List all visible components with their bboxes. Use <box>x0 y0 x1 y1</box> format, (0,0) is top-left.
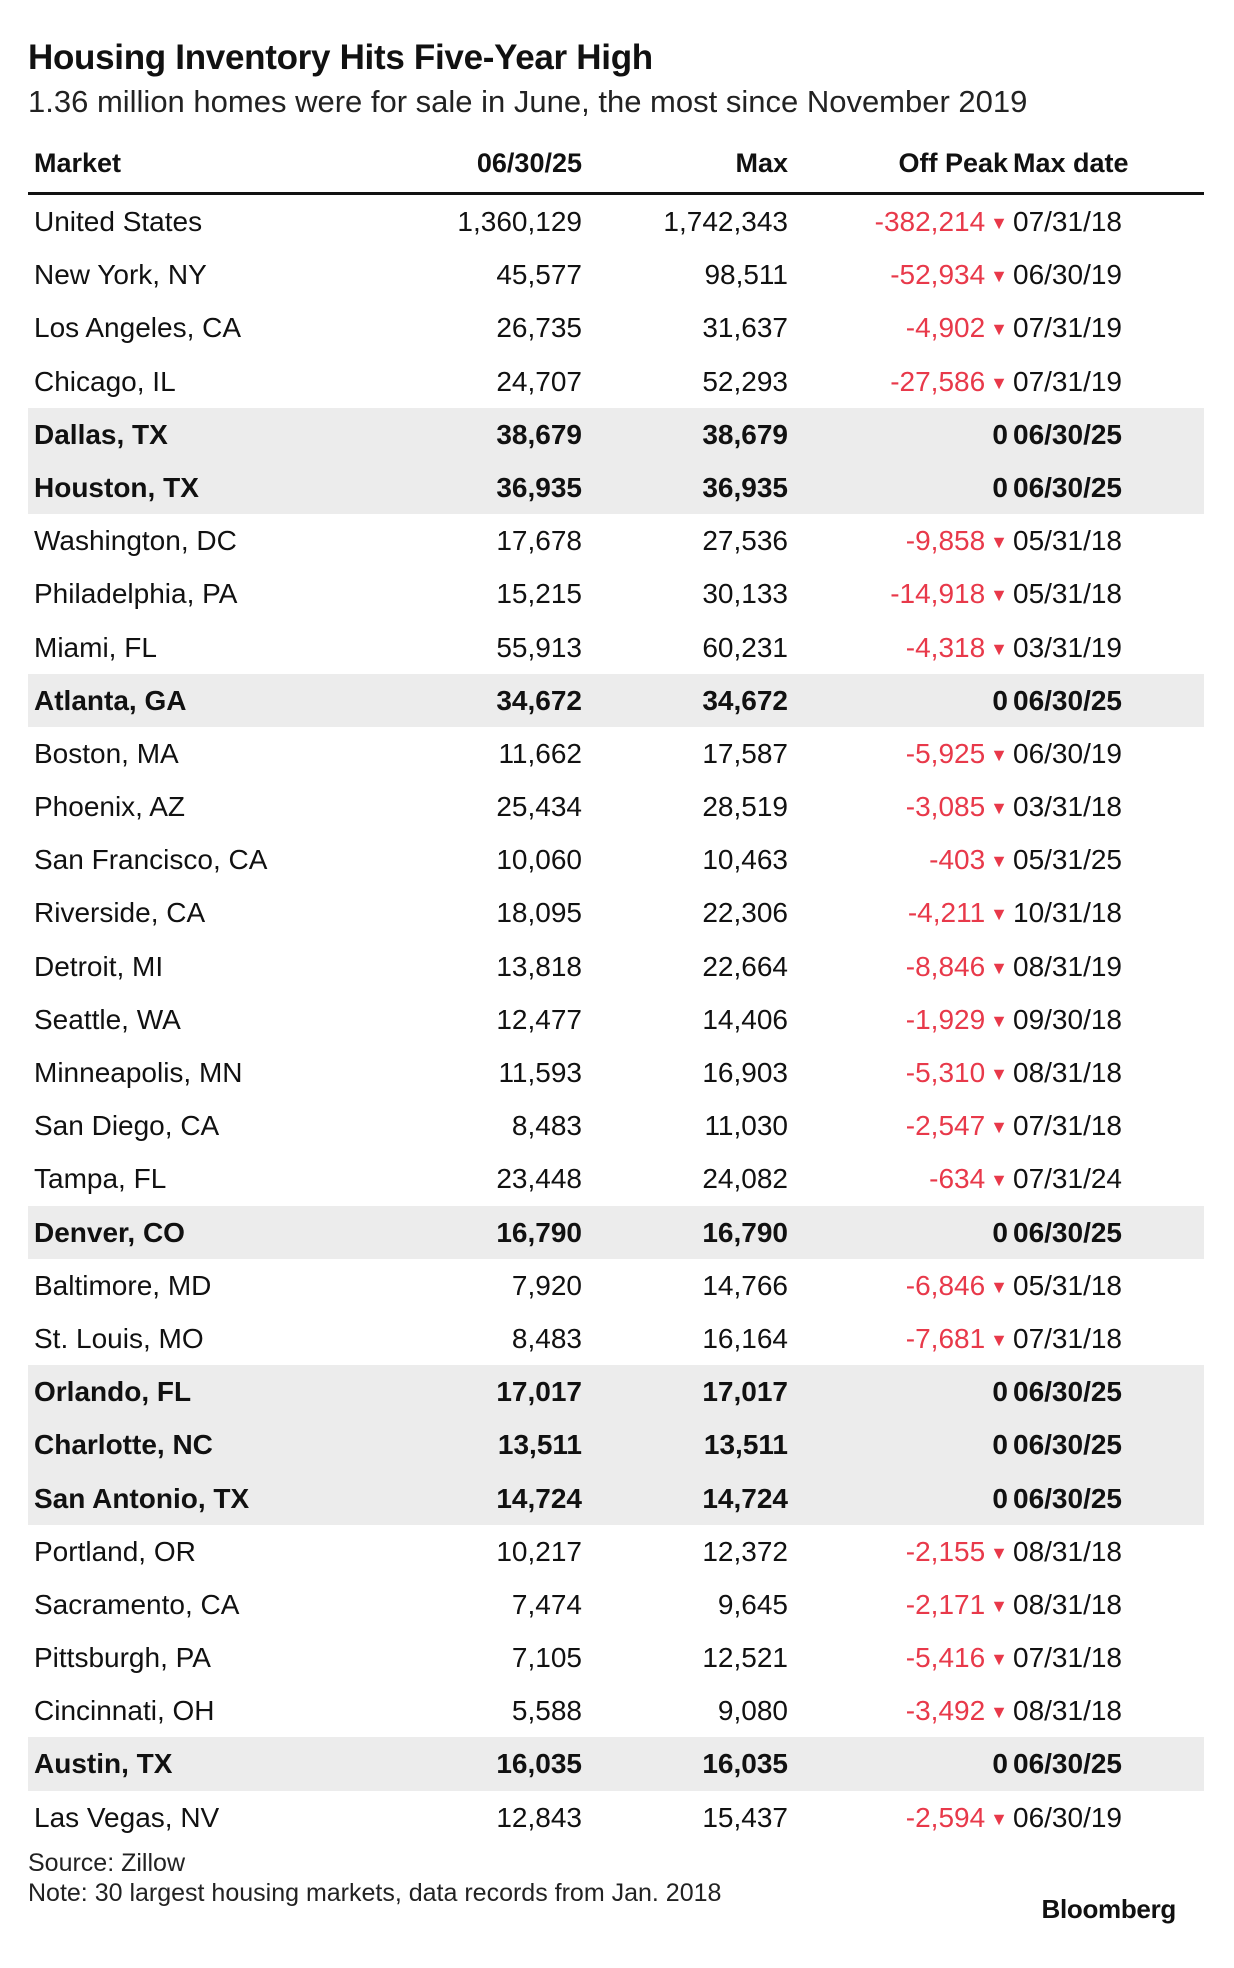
off-peak-value: 0 <box>992 471 1008 503</box>
off-peak-value: 0 <box>992 1376 1008 1408</box>
max-date-cell: 08/31/18 <box>1013 1535 1122 1567</box>
market-cell: St. Louis, MO <box>34 1322 204 1354</box>
max-date-cell: 06/30/25 <box>1013 418 1122 450</box>
max-date-cell: 07/31/19 <box>1013 365 1122 397</box>
max-date-cell: 06/30/25 <box>1013 471 1122 503</box>
table-row <box>28 567 1204 620</box>
table-row <box>28 248 1204 301</box>
max-date-cell: 05/31/18 <box>1013 525 1122 557</box>
max-value-cell: 15,437 <box>702 1801 788 1833</box>
off-peak-cell <box>906 301 1008 358</box>
max-value-cell: 16,035 <box>702 1748 788 1780</box>
market-cell: Charlotte, NC <box>34 1429 213 1461</box>
current-value-cell: 8,483 <box>511 1322 582 1354</box>
max-value-cell: 98,511 <box>704 259 788 291</box>
max-date-cell: 06/30/25 <box>1013 1429 1122 1461</box>
max-value-cell: 1,742,343 <box>663 206 788 237</box>
max-date-cell: 05/31/18 <box>1013 578 1122 610</box>
max-value-cell: 14,406 <box>702 1003 788 1035</box>
header-current: 06/30/25 <box>476 148 582 178</box>
max-value-cell: 16,903 <box>702 1057 788 1088</box>
max-date-cell: 08/31/18 <box>1013 1588 1122 1620</box>
max-date-cell: 05/31/18 <box>1013 1269 1122 1301</box>
down-triangle-icon: ▼ <box>990 904 1008 925</box>
table-row <box>28 195 1204 248</box>
current-value-cell: 26,735 <box>496 312 582 344</box>
down-triangle-icon: ▼ <box>990 372 1008 393</box>
off-peak-cell <box>906 780 1008 837</box>
down-triangle-icon: ▼ <box>990 798 1008 819</box>
off-peak-cell <box>992 1206 1008 1259</box>
table-row <box>28 621 1204 674</box>
current-value-cell: 10,060 <box>496 844 582 876</box>
max-date-cell: 06/30/19 <box>1013 1801 1122 1833</box>
max-value-cell: 28,519 <box>702 791 788 823</box>
off-peak-value: -14,918 <box>890 578 986 610</box>
max-date-cell: 08/31/18 <box>1013 1057 1122 1088</box>
down-triangle-icon: ▼ <box>990 532 1008 553</box>
max-value-cell: 34,672 <box>702 684 788 716</box>
current-value-cell: 38,679 <box>496 418 582 450</box>
max-value-cell: 27,536 <box>702 525 788 557</box>
max-date-cell: 09/30/18 <box>1013 1003 1122 1035</box>
data-note: Note: 30 largest housing markets, data records from Jan. 2018 <box>28 1879 722 1907</box>
table-row <box>28 1737 1204 1790</box>
market-cell: Pittsburgh, PA <box>34 1642 211 1674</box>
current-value-cell: 12,477 <box>496 1003 582 1035</box>
header-max: Max <box>735 148 788 178</box>
max-date-cell: 07/31/18 <box>1013 1642 1122 1674</box>
current-value-cell: 24,707 <box>496 365 582 397</box>
off-peak-value: -6,846 <box>905 1269 986 1301</box>
current-value-cell: 25,434 <box>496 791 582 823</box>
market-cell: Boston, MA <box>34 737 179 769</box>
table-row <box>28 1525 1204 1578</box>
current-value-cell: 1,360,129 <box>457 206 582 237</box>
off-peak-cell <box>906 1578 1008 1635</box>
table-row <box>28 833 1204 886</box>
off-peak-value: 0 <box>992 1748 1008 1780</box>
off-peak-cell <box>906 1046 1008 1103</box>
table-row <box>28 780 1204 833</box>
off-peak-cell <box>906 940 1008 997</box>
down-triangle-icon: ▼ <box>990 638 1008 659</box>
off-peak-value: -3,492 <box>905 1695 986 1727</box>
down-triangle-icon: ▼ <box>990 851 1008 872</box>
market-cell: San Antonio, TX <box>34 1482 250 1514</box>
max-date-cell: 07/31/19 <box>1013 312 1122 344</box>
max-date-cell: 06/30/25 <box>1013 1482 1122 1514</box>
current-value-cell: 11,593 <box>498 1057 582 1088</box>
off-peak-cell <box>906 1312 1008 1369</box>
max-value-cell: 22,306 <box>702 897 788 929</box>
off-peak-value: 0 <box>992 418 1008 450</box>
current-value-cell: 11,662 <box>498 737 582 769</box>
table-row <box>28 408 1204 461</box>
current-value-cell: 34,672 <box>496 684 582 716</box>
off-peak-value: -27,586 <box>890 365 986 397</box>
table-row <box>28 1046 1204 1099</box>
market-cell: Las Vegas, NV <box>34 1801 220 1833</box>
market-cell: Detroit, MI <box>34 950 164 982</box>
chart-title: Housing Inventory Hits Five-Year High <box>28 38 653 77</box>
off-peak-cell <box>992 1737 1008 1790</box>
max-date-cell: 06/30/25 <box>1013 684 1122 716</box>
off-peak-cell <box>906 1631 1008 1688</box>
market-cell: Portland, OR <box>34 1535 196 1567</box>
bloomberg-logo: Bloomberg <box>1041 1894 1176 1924</box>
max-value-cell: 12,372 <box>702 1535 788 1567</box>
market-cell: Orlando, FL <box>34 1376 192 1408</box>
off-peak-cell <box>906 1791 1008 1848</box>
current-value-cell: 23,448 <box>496 1163 582 1195</box>
current-value-cell: 18,095 <box>496 897 582 929</box>
table-body <box>28 195 1204 1844</box>
market-cell: Seattle, WA <box>34 1003 181 1035</box>
max-value-cell: 11,030 <box>704 1110 788 1142</box>
chart-subtitle: 1.36 million homes were for sale in June, the most since November 2019 <box>28 84 1028 119</box>
header-market: Market <box>34 148 122 178</box>
market-cell: Baltimore, MD <box>34 1269 212 1301</box>
market-cell: Cincinnati, OH <box>34 1695 215 1727</box>
current-value-cell: 12,843 <box>496 1801 582 1833</box>
market-cell: Atlanta, GA <box>34 684 187 716</box>
off-peak-value: 0 <box>992 684 1008 716</box>
table-header-row <box>28 140 1204 195</box>
off-peak-value: 0 <box>992 1482 1008 1514</box>
table-row <box>28 1152 1204 1205</box>
max-date-cell: 06/30/19 <box>1013 259 1122 291</box>
off-peak-value: -3,085 <box>905 791 986 823</box>
header-off-peak: Off Peak <box>898 148 1008 178</box>
off-peak-cell <box>906 1684 1008 1741</box>
off-peak-value: -5,310 <box>905 1057 986 1088</box>
market-cell: Minneapolis, MN <box>34 1057 243 1088</box>
off-peak-cell <box>906 1099 1008 1156</box>
current-value-cell: 8,483 <box>511 1110 582 1142</box>
table-row <box>28 1684 1204 1737</box>
max-value-cell: 12,521 <box>702 1642 788 1674</box>
off-peak-cell <box>875 195 1008 252</box>
down-triangle-icon: ▼ <box>990 1542 1008 1563</box>
off-peak-value: -4,211 <box>907 897 986 929</box>
off-peak-cell <box>890 248 1008 305</box>
off-peak-value: -2,594 <box>905 1801 986 1833</box>
down-triangle-icon: ▼ <box>990 1649 1008 1670</box>
table-row <box>28 1631 1204 1684</box>
off-peak-cell <box>992 1365 1008 1418</box>
down-triangle-icon: ▼ <box>990 1170 1008 1191</box>
off-peak-cell <box>992 1418 1008 1471</box>
table-row <box>28 355 1204 408</box>
current-value-cell: 17,017 <box>496 1376 582 1408</box>
current-value-cell: 45,577 <box>496 259 582 291</box>
off-peak-value: -2,547 <box>905 1110 986 1142</box>
current-value-cell: 7,920 <box>511 1269 582 1301</box>
max-date-cell: 07/31/24 <box>1013 1163 1122 1195</box>
off-peak-cell <box>929 833 1008 890</box>
table-row <box>28 1418 1204 1471</box>
off-peak-cell <box>906 993 1008 1050</box>
table-row <box>28 1099 1204 1152</box>
market-cell: Philadelphia, PA <box>34 578 238 610</box>
table-row <box>28 301 1204 354</box>
off-peak-value: -403 <box>929 844 986 876</box>
off-peak-value: -7,681 <box>905 1322 986 1354</box>
market-cell: Los Angeles, CA <box>34 312 242 344</box>
off-peak-value: -2,171 <box>905 1588 986 1620</box>
market-cell: Dallas, TX <box>34 418 168 450</box>
max-value-cell: 17,017 <box>702 1376 788 1408</box>
current-value-cell: 17,678 <box>496 525 582 557</box>
down-triangle-icon: ▼ <box>990 1595 1008 1616</box>
current-value-cell: 36,935 <box>496 471 582 503</box>
down-triangle-icon: ▼ <box>990 1064 1008 1084</box>
off-peak-cell <box>890 567 1008 624</box>
off-peak-cell <box>992 461 1008 514</box>
off-peak-value: -634 <box>929 1163 986 1195</box>
max-value-cell: 38,679 <box>702 418 788 450</box>
table-row <box>28 1259 1204 1312</box>
off-peak-cell <box>906 1259 1008 1316</box>
max-value-cell: 14,766 <box>702 1269 788 1301</box>
down-triangle-icon: ▼ <box>990 957 1008 978</box>
off-peak-cell <box>992 1472 1008 1525</box>
max-date-cell: 06/30/25 <box>1013 1216 1122 1248</box>
max-date-cell: 08/31/19 <box>1013 950 1122 982</box>
max-date-cell: 07/31/18 <box>1013 1110 1122 1142</box>
off-peak-cell <box>890 355 1008 412</box>
max-value-cell: 13,511 <box>703 1429 788 1461</box>
max-date-cell: 06/30/25 <box>1013 1376 1122 1408</box>
off-peak-value: -5,416 <box>905 1642 986 1674</box>
table-row <box>28 514 1204 567</box>
down-triangle-icon: ▼ <box>990 585 1008 606</box>
table-row <box>28 940 1204 993</box>
down-triangle-icon: ▼ <box>990 1702 1008 1723</box>
market-cell: United States <box>34 206 203 237</box>
off-peak-value: -8,846 <box>905 950 986 982</box>
max-date-cell: 07/31/18 <box>1013 1322 1122 1354</box>
max-date-cell: 05/31/25 <box>1013 844 1122 876</box>
down-triangle-icon: ▼ <box>990 1329 1008 1350</box>
max-date-cell: 06/30/19 <box>1013 737 1122 769</box>
off-peak-value: 0 <box>992 1429 1008 1461</box>
off-peak-value: -1,929 <box>905 1003 986 1035</box>
down-triangle-icon: ▼ <box>990 1117 1008 1138</box>
market-cell: Chicago, IL <box>34 365 176 397</box>
down-triangle-icon: ▼ <box>990 266 1008 287</box>
down-triangle-icon: ▼ <box>990 1276 1008 1297</box>
current-value-cell: 16,035 <box>496 1748 582 1780</box>
table-row <box>28 1312 1204 1365</box>
max-value-cell: 9,645 <box>717 1588 788 1620</box>
current-value-cell: 14,724 <box>496 1482 582 1514</box>
table-row <box>28 886 1204 939</box>
off-peak-value: -52,934 <box>890 259 986 291</box>
market-cell: New York, NY <box>34 259 207 291</box>
table-row <box>28 1365 1204 1418</box>
market-cell: Miami, FL <box>34 631 157 663</box>
source-note: Source: Zillow <box>28 1849 185 1877</box>
off-peak-cell <box>992 674 1008 727</box>
off-peak-cell <box>908 886 1008 943</box>
market-cell: Sacramento, CA <box>34 1588 240 1620</box>
market-cell: Washington, DC <box>34 525 237 557</box>
max-value-cell: 22,664 <box>702 950 788 982</box>
market-cell: Tampa, FL <box>34 1163 167 1195</box>
max-date-cell: 06/30/25 <box>1013 1748 1122 1780</box>
down-triangle-icon: ▼ <box>990 1010 1008 1031</box>
max-value-cell: 10,463 <box>702 844 788 876</box>
off-peak-cell <box>929 1152 1008 1209</box>
off-peak-value: -382,214 <box>874 206 986 237</box>
max-value-cell: 31,637 <box>702 312 788 344</box>
current-value-cell: 7,105 <box>511 1642 582 1674</box>
max-value-cell: 60,231 <box>702 631 788 663</box>
off-peak-cell <box>992 408 1008 461</box>
max-value-cell: 30,133 <box>702 578 788 610</box>
max-value-cell: 16,164 <box>702 1322 788 1354</box>
max-date-cell: 10/31/18 <box>1013 897 1122 929</box>
max-value-cell: 24,082 <box>702 1163 788 1195</box>
max-value-cell: 16,790 <box>702 1216 788 1248</box>
off-peak-value: -4,318 <box>905 631 986 663</box>
down-triangle-icon: ▼ <box>990 319 1008 340</box>
market-cell: Riverside, CA <box>34 897 206 929</box>
table-row <box>28 1206 1204 1259</box>
off-peak-cell <box>906 727 1008 784</box>
down-triangle-icon: ▼ <box>990 1808 1008 1829</box>
market-cell: Denver, CO <box>34 1216 185 1248</box>
current-value-cell: 10,217 <box>496 1535 582 1567</box>
current-value-cell: 55,913 <box>496 631 582 663</box>
off-peak-value: -2,155 <box>905 1535 986 1567</box>
max-date-cell: 03/31/19 <box>1013 631 1122 663</box>
current-value-cell: 5,588 <box>511 1695 582 1727</box>
off-peak-value: -9,858 <box>905 525 986 557</box>
off-peak-cell <box>906 514 1008 571</box>
footer-notes <box>28 1848 721 1908</box>
table-row <box>28 674 1204 727</box>
max-date-cell: 08/31/18 <box>1013 1695 1122 1727</box>
market-cell: San Francisco, CA <box>34 844 268 876</box>
max-value-cell: 9,080 <box>717 1695 788 1727</box>
off-peak-value: -4,902 <box>905 312 986 344</box>
current-value-cell: 7,474 <box>511 1588 582 1620</box>
off-peak-cell <box>906 1525 1008 1582</box>
table-row <box>28 727 1204 780</box>
off-peak-cell <box>906 621 1008 678</box>
current-value-cell: 16,790 <box>496 1216 582 1248</box>
header-max-date: Max date <box>1013 148 1129 178</box>
max-value-cell: 17,587 <box>702 737 788 769</box>
max-date-cell: 03/31/18 <box>1013 791 1122 823</box>
inventory-table <box>28 140 1204 1844</box>
market-cell: San Diego, CA <box>34 1110 220 1142</box>
market-cell: Austin, TX <box>34 1748 173 1780</box>
max-value-cell: 36,935 <box>702 471 788 503</box>
table-row <box>28 1791 1204 1844</box>
market-cell: Houston, TX <box>34 471 199 503</box>
down-triangle-icon: ▼ <box>990 744 1008 765</box>
off-peak-value: -5,925 <box>905 737 986 769</box>
table-row <box>28 1578 1204 1631</box>
current-value-cell: 13,511 <box>497 1429 582 1461</box>
off-peak-value: 0 <box>992 1216 1008 1248</box>
max-value-cell: 14,724 <box>702 1482 788 1514</box>
current-value-cell: 13,818 <box>496 950 582 982</box>
table-row <box>28 461 1204 514</box>
current-value-cell: 15,215 <box>496 578 582 610</box>
table-row <box>28 993 1204 1046</box>
market-cell: Phoenix, AZ <box>34 791 185 823</box>
table-row <box>28 1472 1204 1525</box>
max-value-cell: 52,293 <box>702 365 788 397</box>
max-date-cell: 07/31/18 <box>1013 206 1122 237</box>
down-triangle-icon: ▼ <box>990 213 1008 233</box>
